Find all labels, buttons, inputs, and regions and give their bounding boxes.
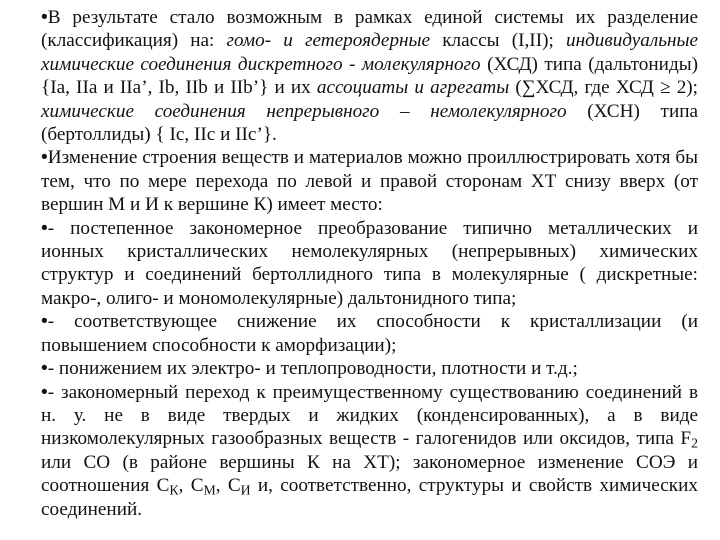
text-segment: В результате стало возможным в рамках единой системы их разделение (классификация) на:	[41, 7, 698, 52]
text-segment: - соответствующее снижение их способности к кристаллизации (и повышением способности к аморфизации);	[41, 311, 698, 356]
text-segment: Изменение строения веществ и материалов можно проиллюстрировать хотя бы тем, что по мере перехода по левой и правой сторонам ХТ снизу вверх (от вершин М и И к вершине К) имеет место:	[41, 147, 698, 216]
bullet-paragraph	[41, 217, 698, 311]
bullet-paragraph	[41, 6, 698, 146]
text-segment: (∑ХСД, где ХСД ≥ 2);	[509, 77, 699, 99]
text-segment: и, соответственно, структуры и свойств химических соединений.	[41, 475, 698, 520]
text-segment: (ХСН) типа (бертоллиды) { Ic, IIc и IIc’}.	[41, 100, 698, 146]
bullet-paragraph	[41, 381, 698, 521]
bullet-icon: •	[41, 147, 48, 169]
italic-text: индивидуальные химические соединения дискретного - молекулярного	[41, 30, 698, 75]
text-segment: классы (I,II);	[430, 30, 566, 52]
italic-text: химические соединения непрерывного – немолекулярного	[41, 100, 567, 122]
bullet-paragraph	[41, 310, 698, 357]
italic-text: ассоциаты и агрегаты	[316, 77, 510, 99]
text-segment: , С	[178, 475, 204, 497]
text-body	[41, 6, 698, 521]
text-segment: - постепенное закономерное преобразование типично металлических и ионных кристаллических немолекулярных (непрерывных) химических структур и соединений бертоллидного типа в молекулярные ( дискретные: макро-, олиго- и мономолекулярные) дальтонидного типа;	[41, 217, 698, 309]
bullet-paragraph	[41, 357, 698, 380]
italic-text: гомо- и гетероядерные	[226, 30, 431, 52]
subscript-text: К	[169, 482, 179, 498]
subscript-text: М	[203, 482, 216, 498]
bullet-icon: •	[41, 358, 48, 380]
bullet-icon: •	[41, 311, 48, 333]
bullet-icon: •	[41, 217, 48, 239]
subscript-text: И	[240, 482, 251, 498]
bullet-paragraph	[41, 146, 698, 216]
text-segment: , С	[215, 475, 241, 497]
text-segment: - закономерный переход к преимущественному существованию соединений в н. у. не в виде твердых и жидких (конденсированных), а в виде низкомолекулярных газообразных веществ - галогенидов или оксидов, типа F	[41, 381, 698, 450]
bullet-icon: •	[41, 381, 48, 403]
text-segment: (ХСД) типа (дальтониды) {Ia, IIa и IIa’, Ib, IIb и IIb’} и их	[41, 53, 698, 99]
subscript-text: 2	[691, 435, 698, 451]
bullet-icon: •	[41, 7, 48, 28]
text-segment: или СО (в районе вершины К на ХТ); закономерное изменение СОЭ и соотношения С	[41, 451, 698, 497]
text-segment: - понижением их электро- и теплопроводности, плотности и т.д.;	[47, 358, 578, 380]
